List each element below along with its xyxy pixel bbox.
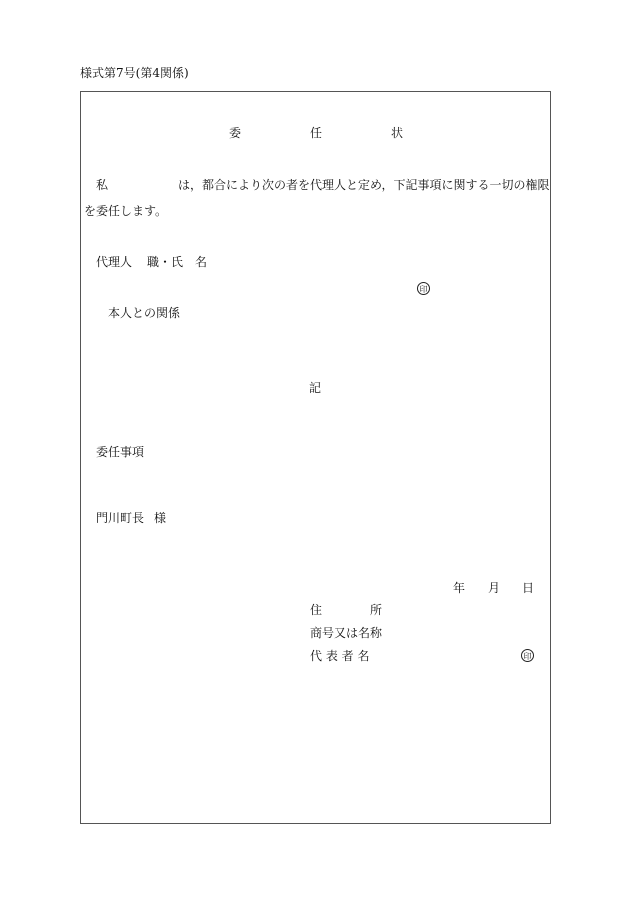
date-month: 月	[488, 581, 501, 595]
addressee-name: 門川町長	[96, 511, 145, 525]
agent-name-label: 職・氏 名	[147, 255, 208, 269]
date-year: 年	[453, 581, 466, 595]
form-label: 様式第7号(第4関係)	[80, 66, 189, 80]
form-frame	[80, 91, 551, 824]
title-char-2: 任	[310, 126, 323, 140]
matters-label: 委任事項	[96, 445, 145, 459]
title-char-3: 状	[391, 126, 404, 140]
date-day: 日	[522, 581, 535, 595]
representative-label: 代 表 者 名	[310, 649, 370, 663]
relation-label: 本人との関係	[108, 306, 181, 320]
company-name-label: 商号又は名称	[310, 626, 383, 640]
agent-label: 代理人	[96, 255, 133, 269]
agent-seal-icon: 印	[417, 282, 430, 295]
title-char-1: 委	[229, 126, 242, 140]
applicant-seal-icon: 印	[521, 649, 534, 662]
delegation-text-line1: は，都合により次の者を代理人と定め，下記事項に関する一切の権限	[178, 178, 550, 192]
delegation-text-line2: を委任します。	[84, 204, 168, 218]
address-label: 住 所	[310, 603, 383, 617]
ki-heading: 記	[309, 381, 322, 395]
delegator-label: 私	[96, 178, 109, 192]
addressee-honorific: 様	[154, 511, 167, 525]
